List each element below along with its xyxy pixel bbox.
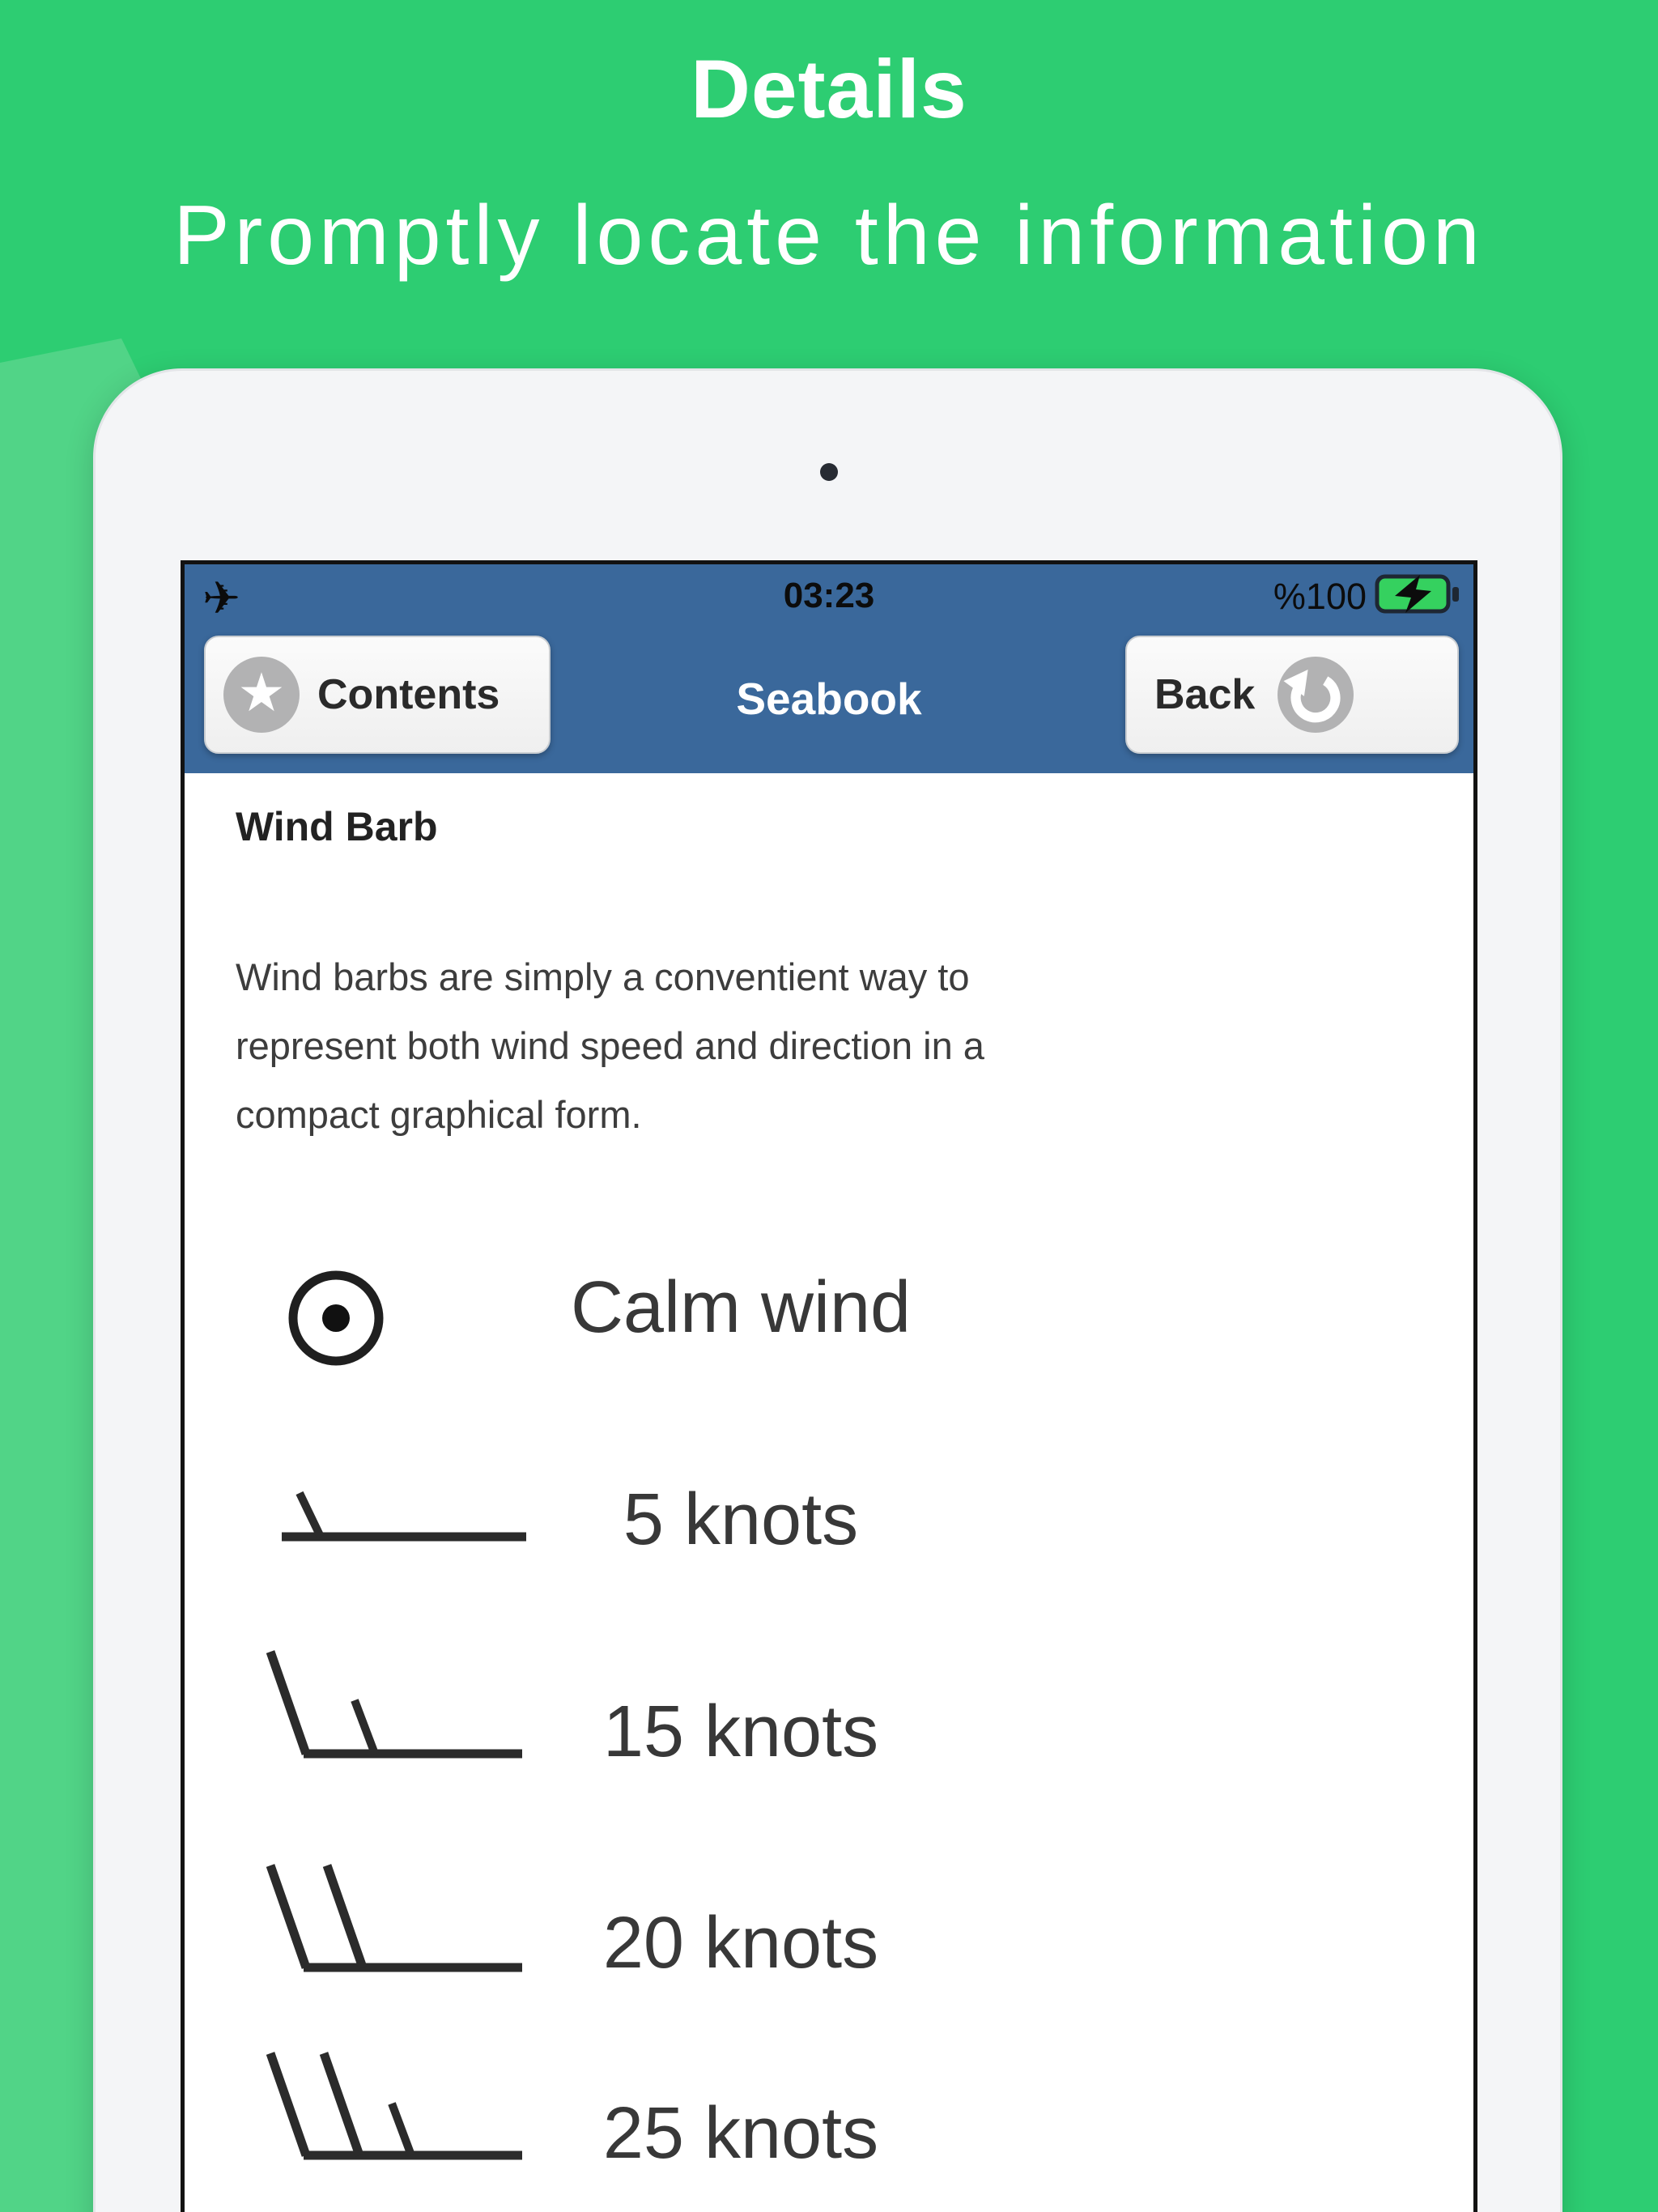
undo-arrow-icon [1278, 657, 1354, 733]
airplane-icon: ✈ [202, 572, 240, 625]
contents-button-label: Contents [317, 671, 500, 718]
page-title: Details [691, 43, 967, 135]
battery-status [1273, 574, 1460, 619]
page-subtitle: Promptly locate the information [173, 189, 1485, 283]
calm-wind-symbol [279, 1261, 393, 1375]
article-paragraph [236, 942, 1256, 1149]
app-screen [181, 560, 1477, 2212]
contents-button[interactable] [204, 636, 551, 754]
star-icon: ★ [223, 657, 300, 733]
wind-row-label: 20 knots [602, 1903, 879, 1984]
back-button[interactable] [1125, 636, 1459, 754]
app-header-bar [185, 564, 1473, 773]
back-button-label: Back [1154, 671, 1256, 718]
wind-row-label: 15 knots [602, 1691, 879, 1772]
status-time: 03:23 [783, 576, 875, 615]
battery-charging-icon [1375, 574, 1460, 619]
paragraph-line: Wind barbs are simply a conventient way to [236, 955, 970, 998]
app-title: Seabook [736, 674, 922, 724]
article-heading: Wind Barb [236, 804, 438, 849]
wind-row-label: 5 knots [623, 1479, 859, 1560]
wind-row-label: 25 knots [602, 2093, 879, 2174]
battery-percent: %100 [1273, 575, 1367, 617]
paragraph-line: represent both wind speed and direction in a [236, 1024, 984, 1067]
wind-row-label: Calm wind [570, 1267, 912, 1348]
camera-dot [820, 463, 838, 481]
paragraph-line: compact graphical form. [236, 1093, 642, 1136]
